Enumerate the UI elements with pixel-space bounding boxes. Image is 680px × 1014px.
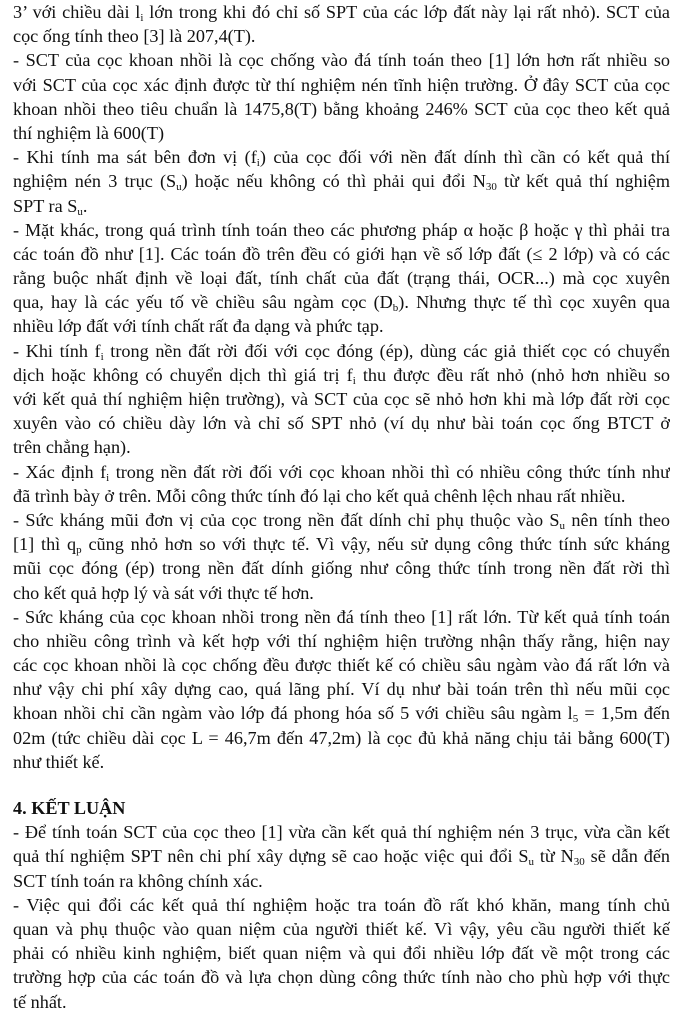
subscript: b: [392, 302, 399, 315]
text-line: rằng buộc nhất định về loại đất, tính chất của đất (trạng thái, OCR...) mà cọc xuyên: [13, 268, 670, 289]
text-line: mũi cọc đóng (ép) trong nền đất dính giống như công thức tính trong nền đất rời thì: [13, 558, 670, 579]
subscript: u: [528, 856, 535, 869]
text-line: thí nghiệm là 600(T): [13, 122, 165, 143]
text-line: khoan nhồi chỉ cần ngàm vào lớp đá phong hóa số 5 với chiều sâu ngàm $l_5 = 1,5m$ đến: [13, 703, 670, 726]
paragraph-p5: [13, 339, 670, 460]
text-line: - Việc qui đổi các kết quả thí nghiệm hoặc tra toán đồ rất khó khăn, mang tính chủ: [13, 894, 670, 915]
conclusion-paragraphs: [13, 820, 670, 1014]
text-line: phải có nhiều kinh nghiệm, biết quan niệm và qui đổi nhiều lớp đất về một trong các: [13, 943, 670, 964]
text-line: trường hợp của các toán đồ và lựa chọn dùng công thức tính nào cho phù hợp với thực: [13, 967, 670, 988]
paragraph-p8: [13, 605, 670, 774]
text-line: các cọc khoan nhồi là cọc chống đều được thiết kế có chiều sâu ngàm vào đá rất lớn và: [13, 655, 670, 676]
text-line: như thiết kế.: [13, 751, 105, 772]
text-line: quan và phụ thuộc vào quan niệm của người thiết kế. Vì vậy, yêu cầu người thiết kế: [13, 918, 670, 939]
subscript: p: [76, 544, 82, 557]
subscript: u: [559, 519, 566, 532]
text-line: như vậy chi phí xây dựng cao, quá lãng phí. Ví dụ như bài toán trên thì nếu mũi cọc: [13, 679, 670, 700]
paragraph-c2: [13, 893, 670, 1014]
text-line: SPT ra $S_u$.: [13, 195, 88, 218]
text-line: SCT tính toán ra không chính xác.: [13, 870, 263, 891]
document-page: [13, 0, 670, 1014]
paragraph-p1: [13, 0, 670, 48]
section-heading: 4. KẾT LUẬN: [13, 798, 126, 818]
subscript: u: [176, 181, 182, 194]
subscript: 30: [573, 856, 585, 869]
text-line: - Để tính toán SCT của cọc theo [1] vừa cần kết quả thí nghiệm nén 3 trục, vừa cần kết: [13, 822, 670, 843]
text-line: với kết quả thí nghiệm hiện trường), và SCT của cọc sẽ nhỏ hơn khi mà lớp đất rời cọc: [13, 389, 670, 409]
text-line: trên chẳng hạn).: [13, 437, 131, 458]
text-line: - Khi tính ma sát bên đơn vị $(f_i)$ của cọc đối với nền đất dính thì cần có kết quả thí: [13, 147, 670, 170]
text-line: 02m (tức chiều dài cọc L = 46,7m đến 47,2m) là cọc đủ khả năng chịu tải bằng 600(T): [13, 727, 670, 748]
text-line: cho kết quả hợp lý và sát với thực tế hơn.: [13, 582, 314, 603]
subscript: i: [100, 350, 104, 363]
text-line: xuyên vào có chiều dày lớn và chỉ số SPT nhỏ (ví dụ như bài toán cọc ống BTCT ở: [13, 413, 670, 434]
paragraph-p6: [13, 460, 670, 508]
subscript: i: [140, 12, 144, 24]
text-line: các toán đồ như [1]. Các toán đồ trên đều có giới hạn về số lớp đất (≤ 2 lớp) và có các: [13, 243, 670, 264]
subscript: 5: [572, 713, 579, 726]
text-line: khoan nhồi theo tiêu chuẩn là 1475,8(T) bằng khoảng 246% SCT của cọc theo kết quả: [13, 98, 670, 119]
text-line: dịch hoặc không có chuyển dịch thì giá trị $f_i$ thu được đều rất nhỏ (nhỏ hơn nhiều so: [13, 364, 670, 387]
text-line: nhiều lớp đất với tính chất rất đa dạng và phức tạp.: [13, 316, 384, 337]
text-line: cọc ống tính theo [3] là 207,4(T).: [13, 26, 256, 47]
section-gap: [13, 774, 670, 796]
text-line: tế nhất.: [13, 991, 67, 1012]
subscript: 30: [485, 181, 497, 194]
text-line: - Mặt khác, trong quá trình tính toán theo các phương pháp α hoặc β hoặc γ thì phải tra: [13, 219, 670, 240]
text-line: với SCT của cọc xác định được từ thí nghiệm nén tĩnh hiện trường. Ở đây SCT của cọc: [13, 74, 670, 95]
paragraph-p3: [13, 145, 670, 218]
text-line: quả thí nghiệm SPT nên chi phí xây dựng sẽ cao hoặc việc qui đổi $S_u$ từ $N_{30}$ sẽ dẫn đến: [13, 846, 670, 869]
text-line: nghiệm nén 3 trục $(S_u)$ hoặc nếu không có thì phải qui đổi $N_{30}$ từ kết quả thí nghiệm: [13, 171, 670, 194]
text-line: 3’ với chiều dài $l_i$ lớn trong khi đó chỉ số SPT của các lớp đất này lại rất nhỏ). SCT của: [13, 2, 670, 24]
subscript: u: [77, 205, 83, 218]
text-line: - Xác định $f_i$ trong nền đất rời đối với cọc khoan nhồi thì có nhiều công thức tính như: [13, 461, 670, 484]
text-line: - Sức kháng của cọc khoan nhồi trong nền đá tính theo [1] rất lớn. Từ kết quả tính toán: [13, 606, 670, 627]
text-line: - SCT của cọc khoan nhồi là cọc chống vào đá tính toán theo [1] lớn hơn rất nhiều so: [13, 50, 670, 71]
paragraph-p2: [13, 48, 670, 145]
paragraph-p7: [13, 508, 670, 605]
subscript: i: [352, 374, 356, 387]
text-line: [1] thì $q_p$ cũng nhỏ hơn so với thực tế. Vì vậy, nếu sử dụng công thức tính sức kháng: [13, 534, 670, 557]
text-line: - Khi tính $f_i$ trong nền đất rời đối với cọc đóng (ép), dùng các giả thiết cọc có chuyển: [13, 340, 670, 363]
text-line: đã trình bày ở trên. Mỗi công thức tính đó lại cho kết quả chênh lệch nhau rất nhiều.: [13, 485, 626, 506]
paragraph-p4: [13, 218, 670, 339]
text-line: cho nhiều công trình và kết hợp với thí nghiệm hiện trường nhận thấy rằng, hiện nay: [13, 630, 670, 651]
subscript: i: [106, 471, 110, 484]
subscript: i: [256, 157, 260, 170]
body-paragraphs: [13, 0, 670, 774]
text-line: - Sức kháng mũi đơn vị của cọc trong nền đất dính chỉ phụ thuộc vào $S_u$ nên tính theo: [13, 509, 670, 532]
text-line: qua, hay là các yếu tố về chiều sâu ngàm cọc $(D_b)$. Nhưng thực tế thì cọc xuyên qua: [13, 292, 670, 315]
paragraph-c1: [13, 820, 670, 893]
